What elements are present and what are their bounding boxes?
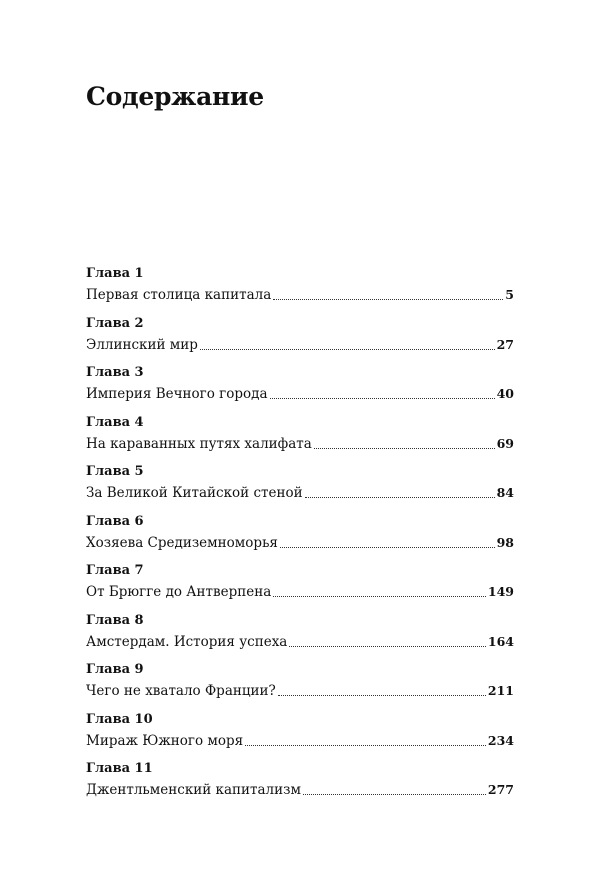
- page-number: 98: [496, 534, 514, 550]
- dot-leader: [245, 744, 486, 746]
- chapter-label: Глава 11: [86, 761, 153, 776]
- page-number: 164: [487, 633, 514, 649]
- toc-entry: [86, 314, 514, 364]
- chapter-label: Глава 7: [86, 563, 144, 578]
- chapter-line: [86, 730, 514, 752]
- page-number: 234: [487, 732, 514, 748]
- page-number: 211: [487, 683, 514, 698]
- dot-leader: [278, 694, 486, 696]
- dot-leader: [270, 397, 495, 399]
- chapter-line: [86, 631, 514, 653]
- chapter-line: [86, 334, 514, 356]
- toc-entry: [86, 363, 514, 413]
- dot-leader: [305, 496, 495, 498]
- page-number: 5: [505, 287, 514, 302]
- toc-entry: [86, 462, 514, 512]
- page-number: 277: [487, 782, 514, 797]
- chapter-title: От Брюгге до Антверпена: [86, 584, 272, 600]
- chapter-label: Глава 1: [86, 266, 144, 281]
- chapter-label: Глава 8: [86, 612, 144, 628]
- page-number: 149: [487, 584, 514, 599]
- toc-entry: [86, 561, 514, 611]
- chapter-title: Империя Вечного города: [86, 386, 268, 402]
- toc-entry: [86, 611, 514, 661]
- toc-entry: [86, 264, 514, 314]
- toc-entry: [86, 710, 514, 760]
- toc-entry: [86, 512, 514, 562]
- dot-leader: [289, 645, 486, 647]
- chapter-title: Чего не хватало Франции?: [86, 683, 276, 699]
- toc-entry: [86, 759, 514, 809]
- chapter-line: [86, 433, 514, 455]
- chapter-label: Глава 10: [86, 711, 153, 727]
- chapter-label: Глава 6: [86, 513, 144, 529]
- chapter-title: Эллинский мир: [86, 336, 198, 353]
- page-number: 69: [496, 435, 514, 451]
- chapter-line: [86, 482, 514, 504]
- chapter-line: [86, 383, 514, 405]
- chapter-label: Глава 3: [86, 365, 144, 380]
- table-of-contents: [86, 264, 514, 809]
- chapter-label: Глава 2: [86, 315, 144, 331]
- page-number: 27: [496, 336, 514, 352]
- chapter-title: На караванных путях халифата: [86, 435, 312, 452]
- page-number: 84: [496, 485, 514, 500]
- dot-leader: [273, 298, 503, 300]
- chapter-title: За Великой Китайской стеной: [86, 485, 303, 501]
- chapter-line: [86, 581, 514, 603]
- dot-leader: [280, 546, 495, 548]
- dot-leader: [314, 447, 495, 449]
- chapter-line: [86, 779, 514, 801]
- chapter-line: [86, 532, 514, 554]
- chapter-title: Первая столица капитала: [86, 287, 272, 303]
- page-number: 40: [496, 386, 514, 401]
- chapter-label: Глава 5: [86, 464, 144, 479]
- chapter-line: [86, 680, 514, 702]
- dot-leader: [273, 595, 486, 597]
- toc-entry: [86, 660, 514, 710]
- chapter-label: Глава 9: [86, 662, 144, 677]
- chapter-line: [86, 284, 514, 306]
- chapter-title: Джентльменский капитализм: [86, 782, 301, 798]
- toc-entry: [86, 413, 514, 463]
- chapter-title: Мираж Южного моря: [86, 732, 244, 749]
- chapter-title: Хозяева Средиземноморья: [86, 534, 278, 551]
- page-title: Содержание: [86, 82, 264, 111]
- chapter-label: Глава 4: [86, 414, 144, 430]
- dot-leader: [303, 793, 486, 795]
- chapter-title: Амстердам. История успеха: [86, 633, 288, 650]
- dot-leader: [200, 348, 495, 350]
